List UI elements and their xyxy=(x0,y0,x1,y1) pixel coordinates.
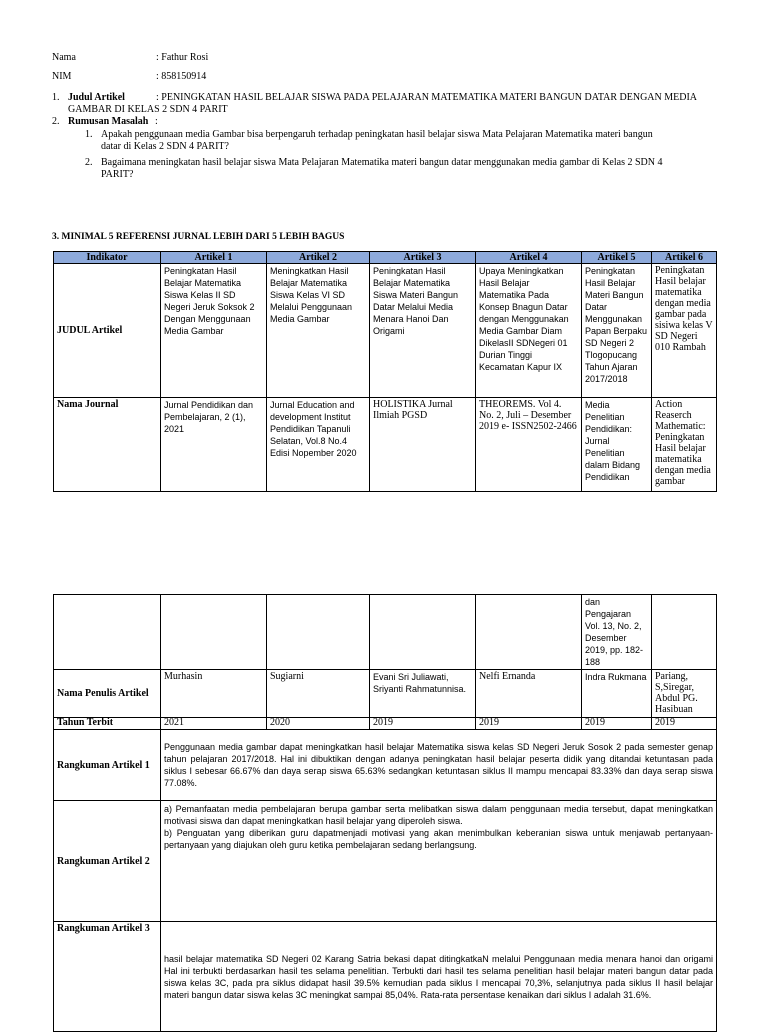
question-1-line-2: datar di Kelas 2 SDN 4 PARIT? xyxy=(101,141,229,152)
question-2-line-2: PARIT? xyxy=(101,169,134,180)
journal-artikel-4: THEOREMS. Vol 4. No. 2, Juli – Desember 2019 e- ISSN2502-2466 xyxy=(476,398,582,492)
rangkuman-artikel-2 xyxy=(161,801,717,922)
empty-label-cell xyxy=(54,595,161,670)
header-indikator: Indikator xyxy=(54,252,161,264)
references-table-page-2 xyxy=(53,594,717,1032)
row-label-nama-penulis: Nama Penulis Artikel xyxy=(54,670,161,718)
penulis-artikel-3: Evani Sri Juliawati, Sriyanti Rahmatunnisa. xyxy=(370,670,476,718)
tahun-artikel-3: 2019 xyxy=(370,718,476,730)
rumusan-masalah-label: Rumusan Masalah xyxy=(68,116,149,127)
judul-artikel-4: Upaya Meningkatkan Hasil Belajar Matematika Pada Konsep Bnagun Datar dengan Menggunakan Media Gambar Diam DikelasII SDNegeri 01 Durian Tinggi Kecamatan Kapur IX xyxy=(476,264,582,398)
judul-artikel-label: Judul Artikel xyxy=(68,92,125,103)
journal-artikel-1: Jurnal Pendidikan dan Pembelajaran, 2 (1), 2021 xyxy=(161,398,267,492)
row-label-judul: JUDUL Artikel xyxy=(54,264,161,398)
header-artikel-6: Artikel 6 xyxy=(652,252,717,264)
empty-cell-artikel-1 xyxy=(161,595,267,670)
rangkuman-artikel-3: hasil belajar matematika SD Negeri 02 Karang Satria bekasi dapat ditingkatkaN melalui Penggunaan media menara hanoi dan origami Hal ini terbukti berdasarkan hasil tes selama penelitian. Terbukti dari hasil tes selama penelitian hasil belajar materi bangun datar pada siswa kelas 3C, pada pra siklus didapat hasil 39.5% kemudian pada siklus I mencapai 70,3%, selanjutnya pada siklus II hasil belajar materi bangun datar siswa kelas 3C meningkat sampai 85,04%. Rata-rata persentase kenaikan dari siklus I adalah 31.6%. xyxy=(161,922,717,1032)
journal-artikel-3: HOLISTIKA Jurnal Ilmiah PGSD xyxy=(370,398,476,492)
penulis-artikel-2: Sugiarni xyxy=(267,670,370,718)
row-label-rangkuman-2: Rangkuman Artikel 2 xyxy=(54,801,161,922)
row-label-rangkuman-3: Rangkuman Artikel 3 xyxy=(54,922,161,1032)
penulis-artikel-5: Indra Rukmana xyxy=(582,670,652,718)
judul-artikel-3: Peningkatan Hasil Belajar Matematika Siswa Materi Bangun Datar Melalui Media Menara Hanoi Dan Origami xyxy=(370,264,476,398)
penulis-artikel-4: Nelfi Ernanda xyxy=(476,670,582,718)
tahun-artikel-5: 2019 xyxy=(582,718,652,730)
nama-label: Nama xyxy=(52,52,76,63)
journal-artikel-6: Action Reaserch Mathematic: Peningkatan Hasil belajar matematika dengan media gambar xyxy=(652,398,717,492)
journal-artikel-5-continued: dan Pengajaran Vol. 13, No. 2, Desember 2019, pp. 182-188 xyxy=(582,595,652,670)
question-2-number: 2. xyxy=(85,157,93,168)
penulis-artikel-6: Pariang, S,Siregar, Abdul PG. Hasibuan xyxy=(652,670,717,718)
question-2-line-1: Bagaimana meningkatan hasil belajar siswa Mata Pelajaran Matematika materi bangun datar menggunakan media gambar di Kelas 2 SDN 4 xyxy=(101,157,663,168)
empty-cell-artikel-2 xyxy=(267,595,370,670)
tahun-artikel-2: 2020 xyxy=(267,718,370,730)
empty-cell-artikel-6 xyxy=(652,595,717,670)
item-1-number: 1. xyxy=(52,92,60,103)
tahun-artikel-4: 2019 xyxy=(476,718,582,730)
nim-value: : 858150914 xyxy=(156,71,207,82)
rangkuman-2-point-a: a) Pemanfaatan media pembelajaran berupa gambar serta melibatkan siswa dalam penggunaan media tersebut, dapat meningkatkan motivasi siswa dan dapat meningkatkan hasil belajar yang diperoleh siswa. xyxy=(164,804,713,826)
row-label-nama-journal: Nama Journal xyxy=(54,398,161,492)
journal-artikel-5: Media Penelitian Pendidikan: Jurnal Penelitian dalam Bidang Pendidikan xyxy=(582,398,652,492)
references-table-page-1 xyxy=(53,251,717,492)
judul-artikel-6: Peningkatan Hasil belajar matematika dengan media gambar pada sisiwa kelas V SD Negeri 010 Rambah xyxy=(652,264,717,398)
section-3-heading: 3. MINIMAL 5 REFERENSI JURNAL LEBIH DARI 5 LEBIH BAGUS xyxy=(52,232,345,242)
journal-artikel-2: Jurnal Education and development Institut Pendidikan Tapanuli Selatan, Vol.8 No.4 Edisi Nopember 2020 xyxy=(267,398,370,492)
tahun-artikel-6: 2019 xyxy=(652,718,717,730)
rangkuman-2-point-b: b) Penguatan yang diberikan guru dapatmenjadi motivasi yang akan menimbulkan keberanian siswa untuk menjawab pertanyaan-pertanyaan yang diajukan oleh guru ketika pembelajaran sedang berlangsung. xyxy=(164,828,713,850)
question-1-number: 1. xyxy=(85,129,93,140)
nim-label: NIM xyxy=(52,71,72,82)
header-artikel-3: Artikel 3 xyxy=(370,252,476,264)
row-label-tahun-terbit: Tahun Terbit xyxy=(54,718,161,730)
row-label-rangkuman-1: Rangkuman Artikel 1 xyxy=(54,730,161,801)
question-1-line-1: Apakah penggunaan media Gambar bisa berpengaruh terhadap peningkatan hasil belajar siswa Mata Pelajaran Matematika materi bangun xyxy=(101,129,653,140)
empty-cell-artikel-4 xyxy=(476,595,582,670)
judul-artikel-5: Peningkatan Hasil Belajar Materi Bangun Datar Menggunakan Papan Berpaku SD Negeri 2 Tlogopucang Tahun Ajaran 2017/2018 xyxy=(582,264,652,398)
judul-artikel-1: Peningkatan Hasil Belajar Matematika Siswa Kelas II SD Negeri Jeruk Soksok 2 Dengan Menggunaan Media Gambar xyxy=(161,264,267,398)
rangkuman-artikel-1: Penggunaan media gambar dapat meningkatkan hasil belajar Matematika siswa kelas SD Negeri Jeruk Sosok 2 pada semester genap tahun pelajaran 2017/2018. Hal ini dibuktikan dengan adanya peningkatan hasil belajar peserta didik yang ditandai ketuntasan pada siklus I sebesar 66.67% dan daya serap siswa 65.63% sedangkan ketuntasan siklus II mampu mencapai 83.33% dan daya serap siswa 77.08%. xyxy=(161,730,717,801)
judul-artikel-continued: GAMBAR DI KELAS 2 SDN 4 PARIT xyxy=(68,104,228,115)
header-artikel-2: Artikel 2 xyxy=(267,252,370,264)
item-2-number: 2. xyxy=(52,116,60,127)
judul-artikel-2: Meningkatkan Hasil Belajar Matematika Siswa Kelas VI SD Melalui Penggunaan Media Gambar xyxy=(267,264,370,398)
tahun-artikel-1: 2021 xyxy=(161,718,267,730)
header-artikel-5: Artikel 5 xyxy=(582,252,652,264)
rumusan-masalah-colon: : xyxy=(155,116,158,127)
nama-value: : Fathur Rosi xyxy=(156,52,209,63)
header-artikel-1: Artikel 1 xyxy=(161,252,267,264)
judul-artikel-value: : PENINGKATAN HASIL BELAJAR SISWA PADA PELAJARAN MATEMATIKA MATERI BANGUN DATAR DENGAN MEDIA xyxy=(156,92,698,103)
empty-cell-artikel-3 xyxy=(370,595,476,670)
header-artikel-4: Artikel 4 xyxy=(476,252,582,264)
penulis-artikel-1: Murhasin xyxy=(161,670,267,718)
